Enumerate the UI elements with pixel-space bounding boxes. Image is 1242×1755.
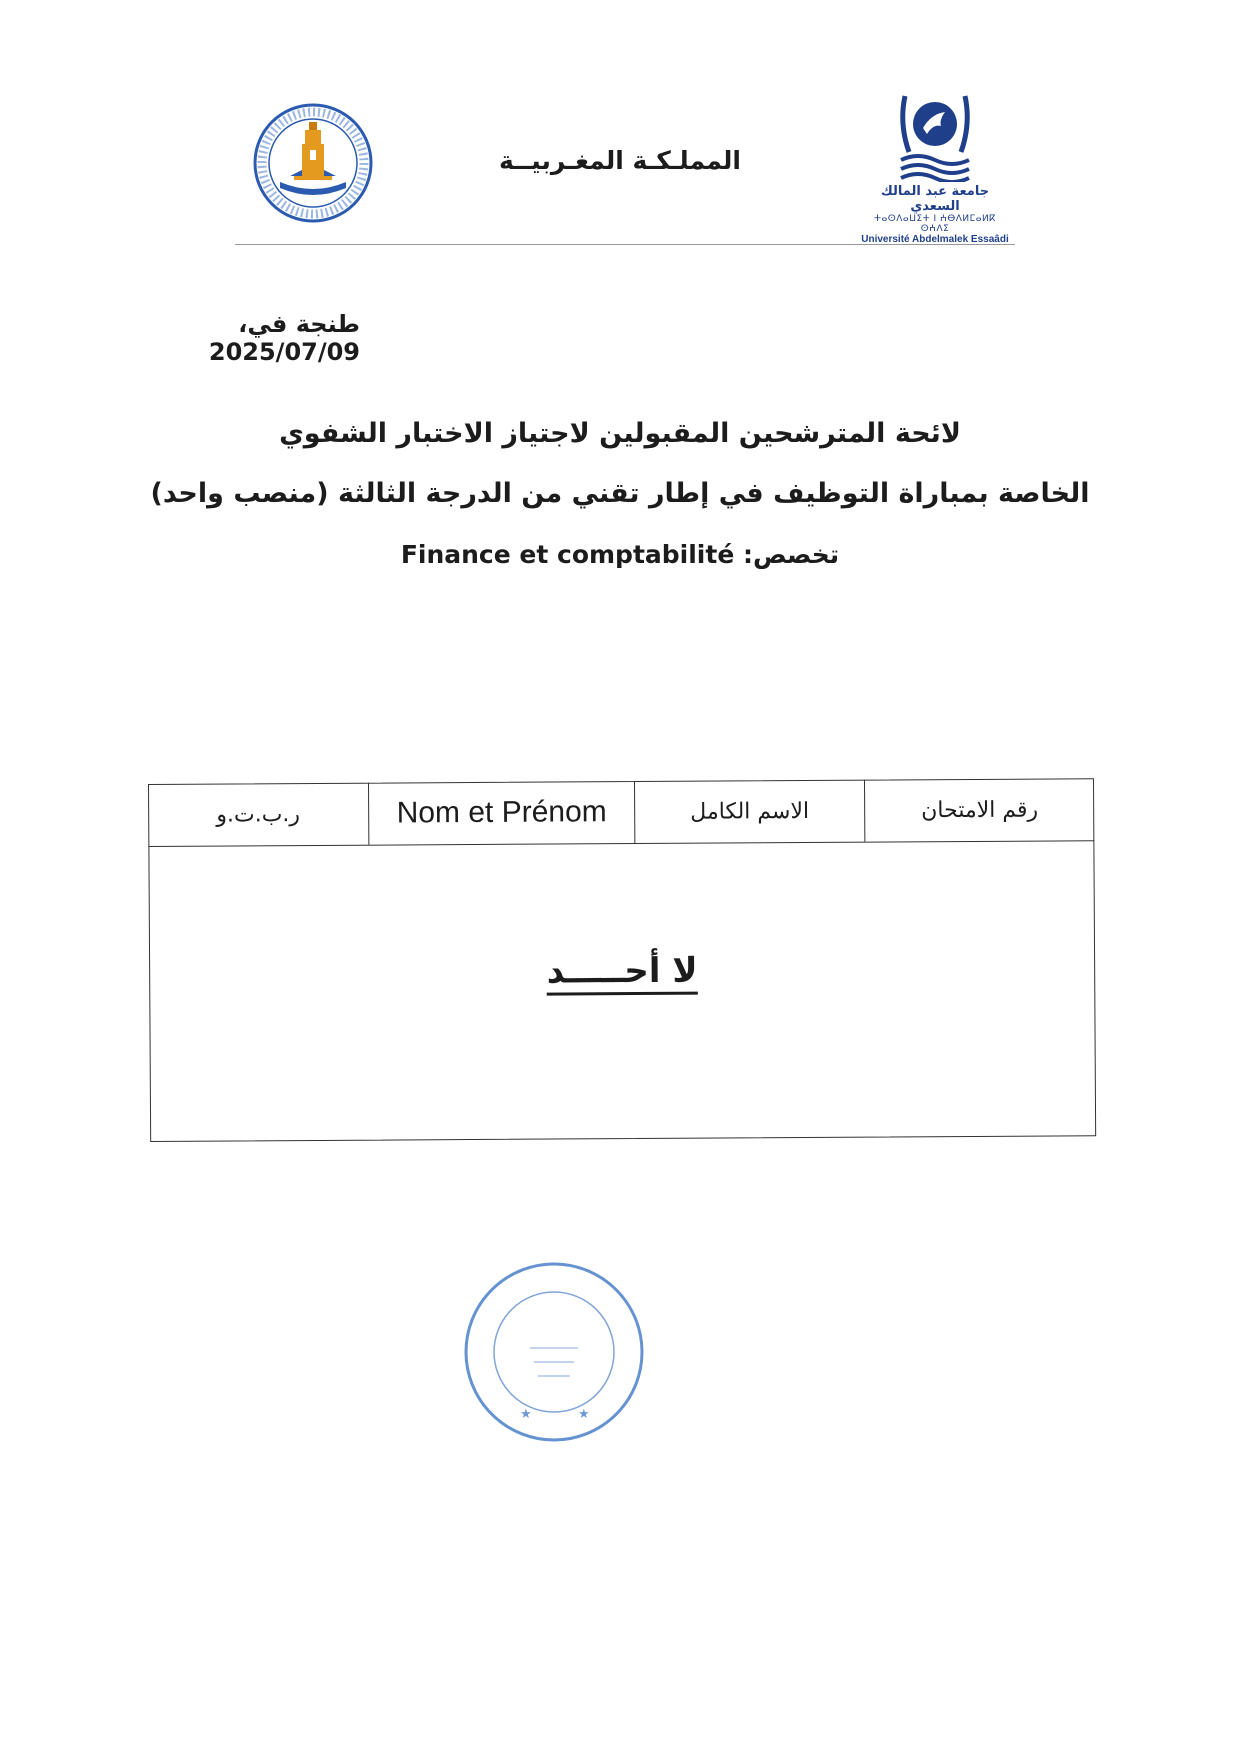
table-header-row (148, 778, 1094, 847)
university-emblem-icon (895, 90, 975, 182)
candidates-table (148, 778, 1096, 1142)
specialty-name: Finance et comptabilité (400, 540, 735, 569)
document-title-line2: الخاصة بمباراة التوظيف في إطار تقني من الدرجة الثالثة (منصب واحد) (150, 478, 1090, 509)
document-title-line3 (150, 540, 1090, 569)
faculty-logo (250, 100, 376, 238)
table-header-cell: ر.ب.ت.و (148, 783, 369, 846)
header-divider (235, 244, 1015, 245)
specialty-label: تخصص: (743, 540, 840, 569)
svg-text:★: ★ (520, 1407, 532, 1422)
table-header-cell: الاسم الكامل (635, 780, 865, 843)
university-name-fr: Université Abdelmalek Essaâdi (861, 234, 1009, 245)
table-header-cell: Nom et Prénom (369, 781, 635, 845)
date-line: طنجة في، 2025/07/09 (208, 310, 360, 366)
svg-text:★: ★ (578, 1407, 590, 1422)
university-name-tifinagh: ⵜⴰⵙⴷⴰⵡⵉⵜ ⵏ ⵄⴱⴷⵍⵎⴰⵍⴽ ⵙⵄⴷⵉ (874, 214, 996, 234)
table-body-empty (149, 948, 1095, 994)
document-title-line1: لائحة المترشحين المقبولين لاجتياز الاختبار الشفوي (279, 418, 961, 449)
no-candidates-text: لا أحـــــد (546, 950, 698, 992)
kingdom-title: المملـكـة المغـربيــة (499, 146, 741, 175)
official-stamp (460, 1258, 648, 1446)
table-header-cell: رقم الامتحان (921, 797, 1039, 823)
university-logo (860, 90, 1010, 245)
university-name-ar: جامعة عبد المالك السعدي (880, 184, 990, 214)
